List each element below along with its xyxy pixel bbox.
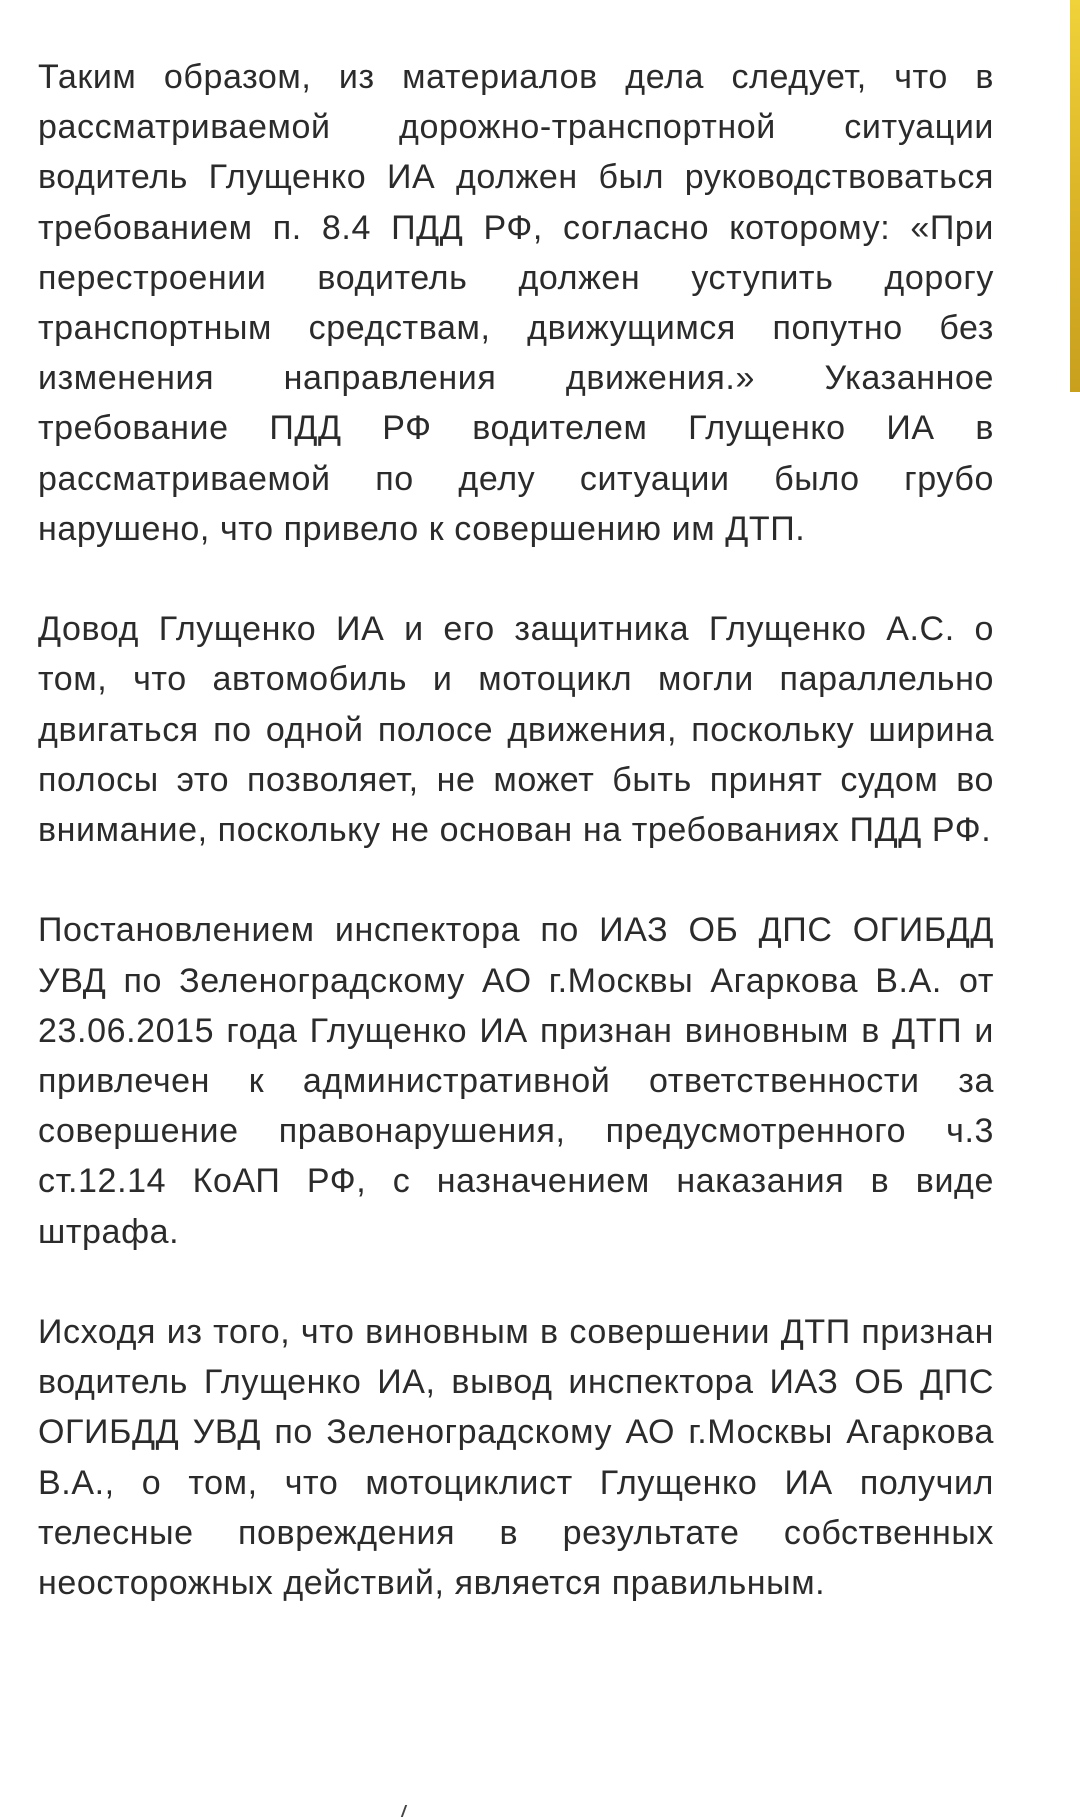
paragraph-2: Довод Глущенко ИА и его защитника Глущенко А.С. о том, что автомобиль и мотоцикл могли параллельно двигаться по одной полосе движения, поскольку ширина полосы это позволяет, не может быть принят судом во внимание, поскольку не основан на требованиях ПДД РФ. bbox=[38, 610, 994, 850]
paragraph-1: Таким образом, из материалов дела следует, что в рассматриваемой дорожно-транспортной ситуации водитель Глущенко ИА должен был руководствоваться требованием п. 8.4 ПДД РФ, согласно которому: «При перестроении водитель должен уступить дорогу транспортным средствам, движущимся попутно без изменения направления движения.» Указанное требование ПДД РФ водителем Глущенко ИА в рассматриваемой по делу ситуации было грубо нарушено, что привело к совершению им ДТП. bbox=[38, 58, 994, 548]
scroll-indicator-bar bbox=[1070, 0, 1080, 392]
cut-off-text-fragment bbox=[401, 1805, 407, 1817]
document-body bbox=[38, 52, 994, 1658]
paragraph-3: Постановлением инспектора по ИАЗ ОБ ДПС ОГИБДД УВД по Зеленоградскому АО г.Москвы Агаркова В.А. от 23.06.2015 года Глущенко ИА признан виновным в ДТП и привлечен к административной ответственности за совершение правонарушения, предусмотренного ч.3 ст.12.14 КоАП РФ, с назначением наказания в виде штрафа. bbox=[38, 911, 994, 1251]
paragraph-4: Исходя из того, что виновным в совершении ДТП признан водитель Глущенко ИА, вывод инспектора ИАЗ ОБ ДПС ОГИБДД УВД по Зеленоградскому АО г.Москвы Агаркова В.А., о том, что мотоциклист Глущенко ИА получил телесные повреждения в результате собственных неосторожных действий, является правильным. bbox=[38, 1313, 994, 1603]
